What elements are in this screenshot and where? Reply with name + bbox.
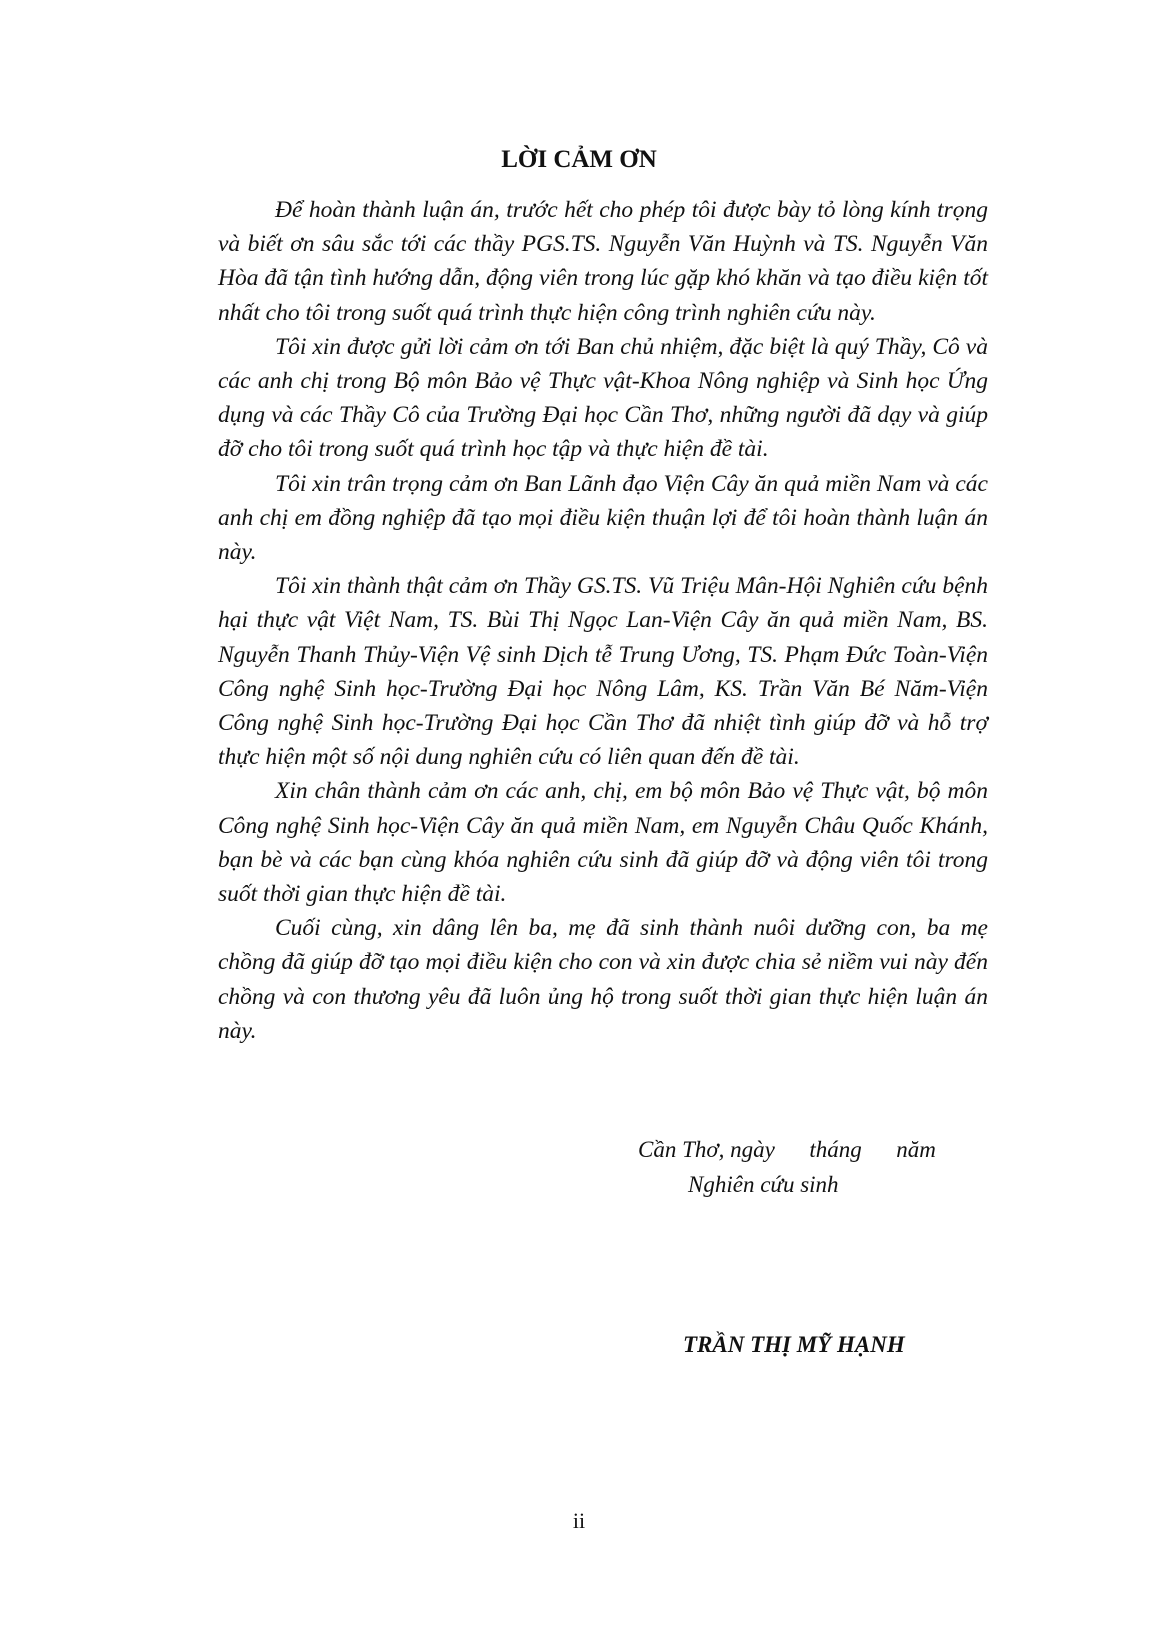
signature-name: TRẦN THỊ MỸ HẠNH: [683, 1332, 905, 1357]
paragraph: Tôi xin thành thật cảm ơn Thầy GS.TS. Vũ Triệu Mân-Hội Nghiên cứu bệnh hại thực vật Việt Nam, TS. Bùi Thị Ngọc Lan-Viện Cây ăn quả miền Nam, BS. Nguyễn Thanh Thủy-Viện Vệ sinh Dịch tễ Trung Ương, TS. Phạm Đức Toàn-Viện Công nghệ Sinh học-Trường Đại học Nông Lâm, KS. Trần Văn Bé Năm-Viện Công nghệ Sinh học-Trường Đại học Cần Thơ đã nhiệt tình giúp đỡ và hỗ trợ thực hiện một số nội dung nghiên cứu có liên quan đến đề tài.: [218, 573, 988, 771]
page-number: ii: [572, 1508, 586, 1533]
paragraph: Tôi xin trân trọng cảm ơn Ban Lãnh đạo Viện Cây ăn quả miền Nam và các anh chị em đồng nghiệp đã tạo mọi điều kiện thuận lợi để tôi hoàn thành luận án này.: [218, 470, 988, 566]
signature-place-date: Cần Thơ, ngày tháng năm: [638, 1137, 936, 1162]
paragraph: Cuối cùng, xin dâng lên ba, mẹ đã sinh thành nuôi dưỡng con, ba mẹ chồng đã giúp đỡ tạo mọi điều kiện cho con và xin được chia sẻ niềm vui này đến chồng và con thương yêu đã luôn ủng hộ trong suốt thời gian thực hiện luận án này.: [218, 915, 988, 1044]
signature-role: Nghiên cứu sinh: [688, 1172, 839, 1197]
page-title: LỜI CẢM ƠN: [501, 146, 657, 173]
paragraph: Xin chân thành cảm ơn các anh, chị, em bộ môn Bảo vệ Thực vật, bộ môn Công nghệ Sinh học-Viện Cây ăn quả miền Nam, em Nguyễn Châu Quốc Khánh, bạn bè và các bạn cùng khóa nghiên cứu sinh đã giúp đỡ và động viên tôi trong suốt thời gian thực hiện đề tài.: [218, 778, 988, 908]
paragraph: Để hoàn thành luận án, trước hết cho phép tôi được bày tỏ lòng kính trọng và biết ơn sâu sắc tới các thầy PGS.TS. Nguyễn Văn Huỳnh và TS. Nguyễn Văn Hòa đã tận tình hướng dẫn, động viên trong lúc gặp khó khăn và tạo điều kiện tốt nhất cho tôi trong suốt quá trình thực hiện công trình nghiên cứu này.: [218, 197, 988, 326]
acknowledgement-body: [218, 193, 988, 1048]
paragraph: Tôi xin được gửi lời cảm ơn tới Ban chủ nhiệm, đặc biệt là quý Thầy, Cô và các anh chị trong Bộ môn Bảo vệ Thực vật-Khoa Nông nghiệp và Sinh học Ứng dụng và các Thầy Cô của Trường Đại học Cần Thơ, những người đã dạy và giúp đỡ cho tôi trong suốt quá trình học tập và thực hiện đề tài.: [218, 333, 988, 463]
